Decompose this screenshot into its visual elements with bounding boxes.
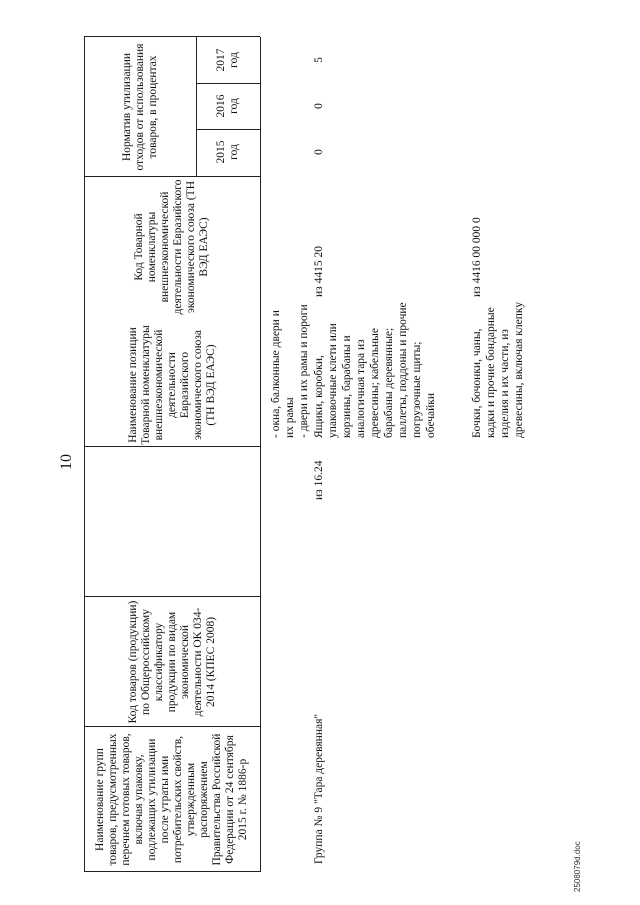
header-tnved-name: Наименование позиции Товарной номенклатуры внешнеэкономической деятельности Евразийского экономического союза (ТН ВЭД ЕАЭС): [126, 325, 217, 445]
table-left-border: [84, 871, 260, 872]
col-border-3: [84, 446, 260, 447]
header-group-name: Наименование групп товаров, предусмотренных перечнем готовых товаров, включая упаковку, подлежащих утилизации после утраты ими потребительских свойств, утвержденным распоряжением Правительства Российской Федерации от 24 сентября 2015 г. № 1886-р: [94, 733, 249, 866]
table-right-border: [84, 36, 260, 37]
norm-title-border: [196, 37, 197, 177]
page-number: 10: [58, 454, 75, 470]
col-border-2: [84, 596, 260, 597]
document-id: 2508079d.doc: [573, 841, 582, 892]
row-continuation-line-1: - окна, балконные двери и их рамы: [270, 310, 296, 438]
row-norm-2015: 0: [313, 149, 325, 155]
row-barrels-name: Бочки, бочонки, чаны, кадки и прочие бондарные изделия и их части, из древесины, включая клепку: [471, 301, 525, 438]
row-continuation-line-2: - двери и их рамы и пороги: [298, 304, 310, 438]
row-group-name: Группа № 9 "Тара деревянная": [313, 713, 325, 864]
row-norm-2017: 5: [313, 57, 325, 63]
header-okpd-code: Код товаров (продукции) по Общероссийскому классификатору продукции по видам экономической деятельности ОК 034-2014 (КПЕС 2008): [126, 600, 217, 724]
col-border-1: [84, 726, 260, 727]
row-barrels-code: из 4416 00 000 0: [471, 217, 483, 297]
header-norm-title: Норматив утилизации отходов от использования товаров, в процентах: [120, 43, 159, 171]
goods-table: [84, 37, 624, 872]
header-bottom-border: [260, 37, 261, 872]
col-border-6: [196, 83, 260, 84]
header-year-2015: 2015 год: [215, 140, 240, 164]
row-tnved-code: из 4415 20: [313, 246, 325, 297]
table-top-border: [84, 37, 85, 872]
rotated-page: [58, 12, 598, 892]
col-border-4: [84, 176, 260, 177]
row-okpd-code: из 16.24: [313, 460, 325, 500]
header-year-2017: 2017 год: [215, 48, 240, 72]
col-border-5: [196, 129, 260, 130]
row-tnved-name: Ящики, коробки, упаковочные клети или корзины, барабаны и аналогичная тара из древесины; кабельные барабаны деревянные; паллеты, поддоны и прочие погрузочные щиты; обечайки: [313, 302, 437, 438]
header-year-2016: 2016 год: [215, 94, 240, 118]
row-norm-2016: 0: [313, 103, 325, 109]
header-tnved-code: Код Товарной номенклатуры внешнеэкономической деятельности Евразийского экономического союза (ТН ВЭД ЕАЭС): [133, 179, 210, 315]
